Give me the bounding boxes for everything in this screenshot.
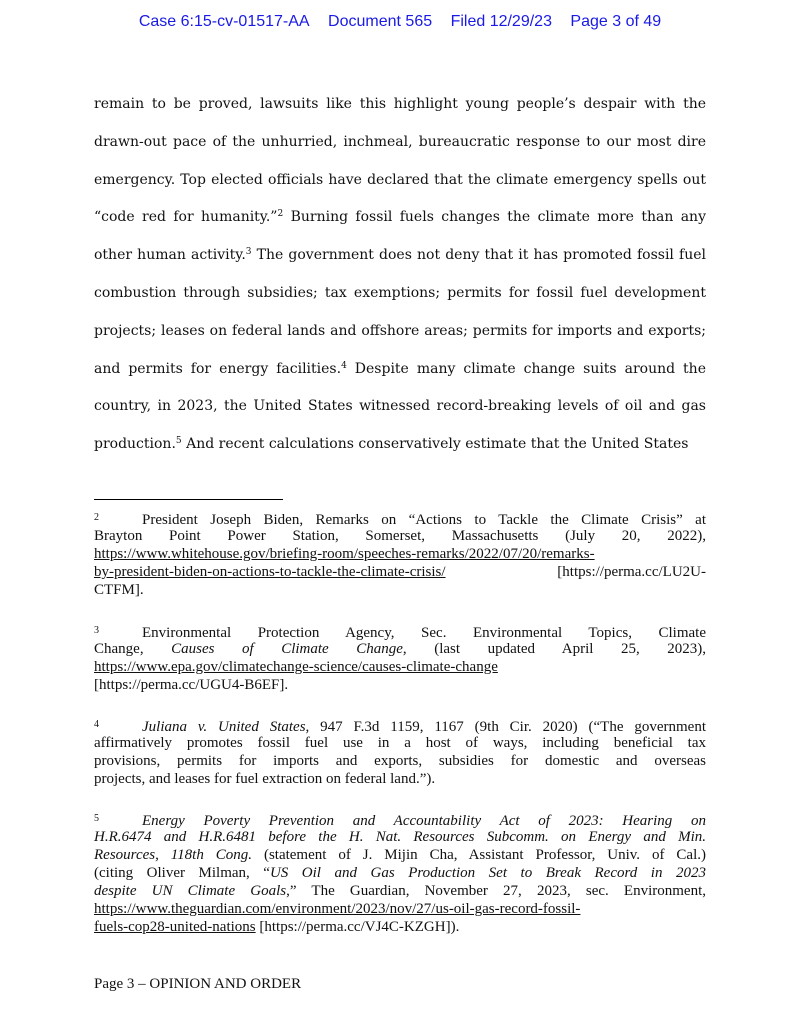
footnote-link[interactable]: https://www.theguardian.com/environment/2023/nov/27/us-oil-gas-record-fossil- xyxy=(94,901,581,917)
page-footer: Page 3 – OPINION AND ORDER xyxy=(94,976,302,992)
case-header xyxy=(0,13,800,31)
footnote-number: 2 xyxy=(94,512,99,523)
footnote-number: 4 xyxy=(94,719,99,730)
body-line: combustion through subsidies; tax exemptions; permits for fossil fuel development xyxy=(94,285,706,301)
footnote-ref-5[interactable]: 5 xyxy=(175,436,182,446)
body-line: emergency. Top elected officials have declared that the climate emergency spells out xyxy=(94,172,706,188)
body-line: country, in 2023, the United States witnessed record-breaking levels of oil and gas xyxy=(94,398,706,414)
body-line: projects; leases on federal lands and offshore areas; permits for imports and exports; xyxy=(94,323,706,339)
filed-date: Filed 12/29/23 xyxy=(450,13,552,30)
footnote-ref-2[interactable]: 2 xyxy=(277,209,284,219)
footnote-link[interactable]: by-president-biden-on-actions-to-tackle-the-climate-crisis/ xyxy=(94,564,446,580)
document-number: Document 565 xyxy=(328,13,433,30)
footnote-number: 5 xyxy=(94,813,99,824)
body-line: “code red for humanity.”$^2$ Burning fossil fuels changes the climate more than any xyxy=(94,209,706,225)
body-line: remain to be proved, lawsuits like this highlight young people’s despair with the xyxy=(94,96,706,112)
footnote-link[interactable]: https://www.epa.gov/climatechange-science/causes-climate-change xyxy=(94,659,498,675)
footnote-separator xyxy=(94,499,283,500)
footnote-ref-3[interactable]: 3 xyxy=(245,247,252,257)
body-line: and permits for energy facilities.$^4$ Despite many climate change suits around the xyxy=(94,361,706,377)
footnote-ref-4[interactable]: 4 xyxy=(341,361,347,371)
footnote-link[interactable]: https://www.whitehouse.gov/briefing-room/speeches-remarks/2022/07/20/remarks- xyxy=(94,546,595,562)
case-number: Case 6:15-cv-01517-AA xyxy=(138,13,310,30)
body-line: drawn-out pace of the unhurried, inchmeal, bureaucratic response to our most dire xyxy=(94,134,706,150)
body-line: other human activity.$^3$ The government does not deny that it has promoted fossil fuel xyxy=(94,247,706,263)
footnote-link[interactable]: fuels-cop28-united-nations xyxy=(94,919,256,935)
footnote-number: 3 xyxy=(94,625,99,636)
page-indicator: Page 3 of 49 xyxy=(570,13,662,30)
body-line: production.$^5$ And recent calculations conservatively estimate that the United States xyxy=(94,436,689,452)
